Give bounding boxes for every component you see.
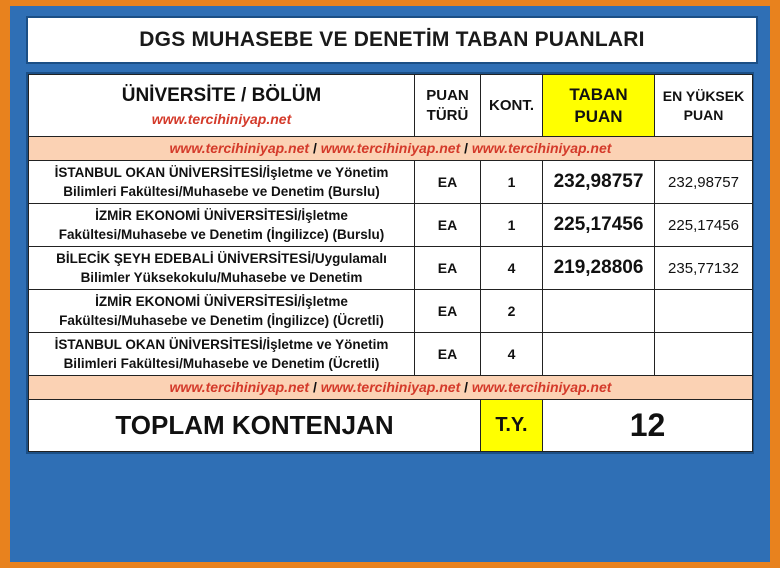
ad-separator-1: /: [309, 139, 321, 156]
row-base-score-3: [543, 290, 655, 333]
ad-site-2: www.tercihiniyap.net: [320, 139, 461, 156]
ad-separator-4: /: [460, 378, 472, 395]
header-cell-highest-score: [655, 75, 753, 137]
header-cell-university: [29, 75, 415, 137]
row-university-3: [29, 290, 415, 333]
ad-site-1: www.tercihiniyap.net: [169, 139, 310, 156]
row-base-score-4: [543, 333, 655, 376]
header-website-label: www.tercihiniyap.net: [151, 110, 292, 127]
row-university-2: [29, 247, 415, 290]
row-quota-4: 4: [481, 333, 543, 376]
ad-banner-cell-top: [29, 137, 753, 161]
row-university-3-line1: İZMİR EKONOMİ ÜNİVERSİTESİ/İşletme: [95, 294, 348, 309]
header-score-type-line1: PUAN: [426, 86, 469, 104]
header-score-type-line2: TÜRÜ: [426, 106, 469, 124]
header-cell-score-type: [415, 75, 481, 137]
header-base-score-line2: PUAN: [574, 106, 623, 126]
row-score-type-2: EA: [415, 247, 481, 290]
scores-table: [28, 74, 753, 452]
ad-banner-row-top: [29, 137, 753, 161]
ad-site-6: www.tercihiniyap.net: [471, 378, 612, 395]
header-highest-score-line1: EN YÜKSEK: [662, 87, 745, 104]
table-row: [29, 204, 753, 247]
table-row: [29, 161, 753, 204]
row-university-0-line2: Bilimleri Fakültesi/Muhasebe ve Denetim (Burslu): [63, 184, 380, 199]
row-score-type-0: EA: [415, 161, 481, 204]
row-university-1: [29, 204, 415, 247]
row-base-score-1: 225,17456: [543, 204, 655, 247]
ad-site-5: www.tercihiniyap.net: [320, 378, 461, 395]
row-highest-score-2: 235,77132: [655, 247, 753, 290]
row-score-type-4: EA: [415, 333, 481, 376]
ad-separator-2: /: [460, 139, 472, 156]
total-label: TOPLAM KONTENJAN: [29, 400, 481, 452]
row-score-type-1: EA: [415, 204, 481, 247]
table-row: [29, 290, 753, 333]
row-score-type-3: EA: [415, 290, 481, 333]
row-university-0: [29, 161, 415, 204]
ad-banner-cell-bottom: [29, 376, 753, 400]
row-quota-2: 4: [481, 247, 543, 290]
total-quota-count: 12: [543, 400, 753, 452]
row-quota-3: 2: [481, 290, 543, 333]
total-row: [29, 400, 753, 452]
header-highest-score-line2: PUAN: [683, 106, 724, 123]
table-row: [29, 333, 753, 376]
row-highest-score-1: 225,17456: [655, 204, 753, 247]
title-band: [26, 16, 758, 64]
row-university-2-line1: BİLECİK ŞEYH EDEBALİ ÜNİVERSİTESİ/Uygulamalı: [56, 251, 387, 266]
poster-inner: [18, 12, 762, 556]
ad-banner-row-bottom: [29, 376, 753, 400]
row-university-2-line2: Bilimler Yüksekokulu/Muhasebe ve Denetim: [80, 270, 363, 285]
ad-site-4: www.tercihiniyap.net: [169, 378, 310, 395]
row-highest-score-0: 232,98757: [655, 161, 753, 204]
scores-table-container: [26, 72, 754, 454]
table-header-row: [29, 75, 753, 137]
row-highest-score-4: [655, 333, 753, 376]
ad-banner-text-bottom: [170, 379, 612, 395]
total-score-type: T.Y.: [481, 400, 543, 452]
row-university-1-line1: İZMİR EKONOMİ ÜNİVERSİTESİ/İşletme: [95, 208, 348, 223]
header-cell-base-score: [543, 75, 655, 137]
row-quota-1: 1: [481, 204, 543, 247]
table-row: [29, 247, 753, 290]
row-base-score-2: 219,28806: [543, 247, 655, 290]
row-university-4-line2: Bilimleri Fakültesi/Muhasebe ve Denetim (Ücretli): [63, 356, 380, 371]
row-university-4-line1: İSTANBUL OKAN ÜNİVERSİTESİ/İşletme ve Yönetim: [54, 337, 389, 352]
ad-banner-text-top: [170, 140, 612, 156]
header-quota-label: KONT.: [489, 96, 534, 114]
row-university-3-line2: Fakültesi/Muhasebe ve Denetim (İngilizce) (Ücretli): [59, 313, 384, 328]
ad-site-3: www.tercihiniyap.net: [471, 139, 612, 156]
header-university-label: ÜNİVERSİTE / BÖLÜM: [121, 84, 322, 106]
row-university-1-line2: Fakültesi/Muhasebe ve Denetim (İngilizce) (Burslu): [58, 227, 385, 242]
header-cell-quota: [481, 75, 543, 137]
row-base-score-0: 232,98757: [543, 161, 655, 204]
row-university-4: [29, 333, 415, 376]
row-quota-0: 1: [481, 161, 543, 204]
row-highest-score-3: [655, 290, 753, 333]
header-base-score-line1: TABAN: [569, 84, 628, 104]
page-title: DGS MUHASEBE VE DENETİM TABAN PUANLARI: [139, 28, 645, 51]
ad-separator-3: /: [309, 378, 321, 395]
row-university-0-line1: İSTANBUL OKAN ÜNİVERSİTESİ/İşletme ve Yönetim: [54, 165, 389, 180]
